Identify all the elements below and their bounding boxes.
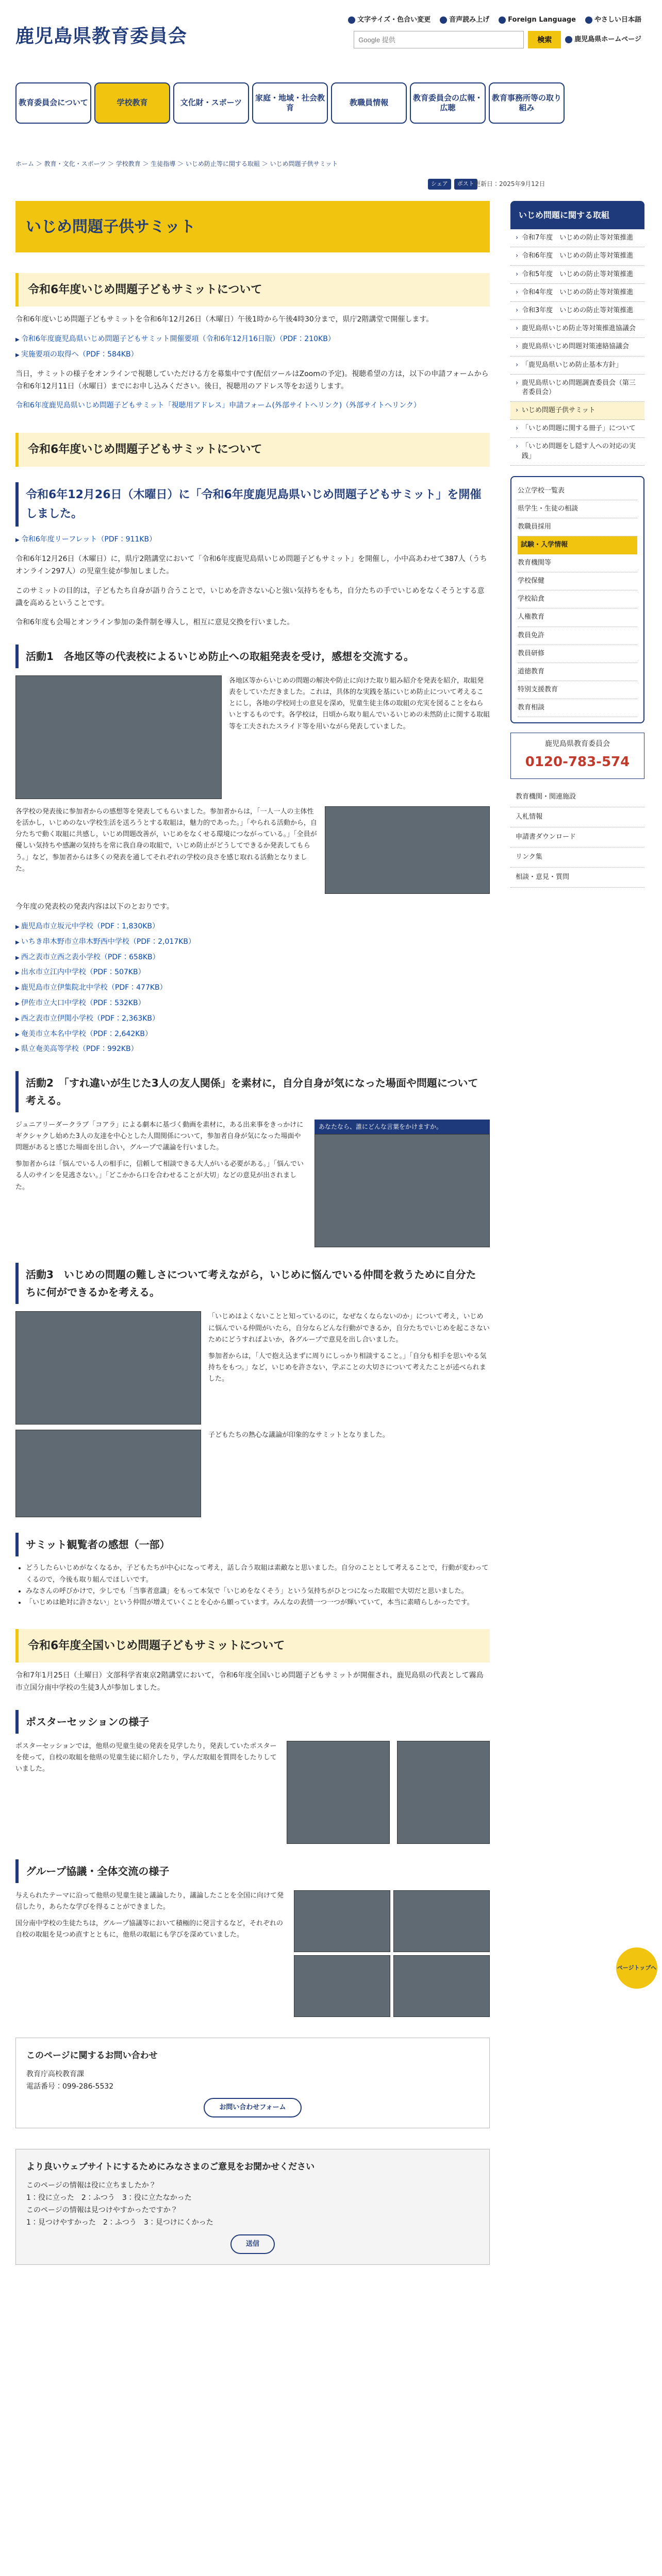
side-link[interactable]: 申請書ダウンロード [510,827,644,848]
site-logo[interactable]: 鹿児島県教育委員会 [15,26,188,47]
paragraph: 令和6年度も会場とオンライン参加の条件制を導入し，相互に意見交換を行いました。 [15,618,294,627]
leaflet-link[interactable]: ▶ 令和6年度リーフレット（PDF：911KB） [15,534,490,546]
sidebar-item[interactable]: › 令和7年度 いじめの防止等対策推進 [510,229,644,247]
paragraph: 当日，サミットの様子をオンラインで視聴していただける方を募集中です(配信ツールはZoomの予定)。視聴希望の方は，以下の申請フォームから令和6年12月11日（水曜日）までにお申し込みください。後日，視聴用のアドレス等をお送りします。 [15,369,489,391]
share-x-button[interactable]: ポスト [454,179,477,190]
section-heading: 令和6年度いじめ問題子どもサミットについて [15,273,490,307]
search-input[interactable] [354,31,524,48]
sidebar-item-current[interactable]: › いじめ問題子供サミット [510,402,644,420]
quick-link[interactable]: 公立学校一覧表 [518,482,637,500]
activity2-photo [315,1134,490,1247]
paragraph: 「いじめはよくないことと知っているのに，なぜなくならないのか」について考え，いじめに悩んでいる仲間がいたら，自分ならどんな行動ができるか，自分たちでいじめを起こさないためにどうすればよいか，各グループで意見を出し合いました。 [208,1313,490,1344]
breadcrumb[interactable]: ホーム ＞ 教育・文化・スポーツ ＞ 学校教育 ＞ 生徒指導 ＞ いじめ防止等に関する取組 ＞ いじめ問題子供サミット [15,160,338,167]
hotline-label: 鹿児島県教育委員会 [545,740,610,749]
font-size-link[interactable]: 文字サイズ・色合い変更 [348,14,431,26]
sidebar-item[interactable]: › 令和3年度 いじめの防止等対策推進 [510,302,644,320]
sidebar-item[interactable]: › 令和5年度 いじめの防止等対策推進 [510,266,644,284]
poster-photo-2 [397,1741,490,1844]
school-pdf-link[interactable]: ▶ 伊佐市立大口中学校（PDF：532KB） [15,997,490,1010]
quick-link[interactable]: 人権教育 [518,608,637,626]
nav-staff-info[interactable]: 教職員情報 [331,82,407,124]
activity3-heading: 活動3 いじめの問題の難しさについて考えながら，いじめに悩んでいる仲間を救うために自分たちに何ができるかを考える。 [15,1263,490,1304]
quick-link[interactable]: 県学生・生徒の相談 [518,500,637,518]
sidebar-item[interactable]: › 鹿児島県いじめ問題対策連絡協議会 [510,338,644,356]
quick-link[interactable]: 教職員採用 [518,518,637,536]
updated-date: 更新日：2025年9月12日 [474,180,545,188]
quick-link[interactable]: 特別支援教育 [518,681,637,699]
opinion-item: • みなさんの呼びかけで，少しでも「当事者意識」をもって本気で「いじめをなくそう」という気持ちがひとつになった取組で大切だと思いました。 [26,1586,490,1597]
activity3-photo [15,1311,201,1425]
nav-family-community[interactable]: 家庭・地域・社会教育 [252,82,328,124]
poster-heading: ポスターセッションの様子 [15,1710,490,1734]
pdf-link[interactable]: ▶ 令和6年度鹿児島県いじめ問題子どもサミット開催要項（令和6年12月16日版）（PDF：210KB） [15,333,490,346]
paragraph: 参加者からは，「人で抱え込まずに周りにしっかり相談すること。」「自分も相手を思いやる気持ちをもつ。」など，いじめを許さない，学ぶことの大切さについて考えたことが述べられました。 [208,1352,487,1383]
sidebar-item[interactable]: › 鹿児島県いじめ問題調査委員会（第三者委員会） [510,375,644,402]
quick-link[interactable]: 学校給食 [518,590,637,608]
group-photo [294,1955,390,2017]
hotline-number: 0120-783-574 [525,754,630,770]
section-heading: 令和6年度いじめ問題子どもサミットについて [15,433,490,466]
paragraph: 今年度の発表校の発表内容は以下のとおりです。 [15,903,174,911]
contact-form-button[interactable]: お問い合わせフォーム [204,2098,301,2117]
nav-culture-sports[interactable]: 文化財・スポーツ [173,82,249,124]
side-link[interactable]: 相談・意見・質問 [510,868,644,888]
activity2-heading: 活動2 「すれ違いが生じた3人の友人関係」を素材に，自分自身が気になった場面や問題について考える。 [15,1071,490,1112]
page-top-button[interactable]: ページトップへ [616,1947,657,1989]
easy-japanese-link[interactable]: やさしい日本語 [585,14,641,26]
activity1-photo [15,675,222,799]
opinion-item: • どうしたらいじめがなくなるか，子どもたちが中心になって考え，話し合う取組は素敵なと思いました。自分のこととして考えることで，行動が変わってくるので，今後も取り組んでほしいです。 [26,1563,490,1585]
paragraph: 子どもたちの熱心な議論が印象的なサミットとなりました。 [208,1431,389,1439]
group-photo [393,1955,490,2017]
arrow-icon [565,36,572,43]
sidebar-heading: いじめ問題に関する取組 [510,201,644,229]
paragraph: ポスターセッションでは，他県の児童生徒の発表を見学したり，発表していたポスターを使って，自校の取組を他県の児童生徒に紹介したり，学んだ取組を質問をしたりしていました。 [15,1742,277,1773]
school-pdf-link[interactable]: ▶ 鹿児島市立坂元中学校（PDF：1,830KB） [15,921,490,933]
activity1-photo-2 [325,806,490,894]
school-pdf-link[interactable]: ▶ 県立奄美高等学校（PDF：992KB） [15,1043,490,1056]
paragraph: 令和7年1月25日（土曜日）文部科学省東京2階講堂において，令和6年度全国いじめ問題子どもサミットが開催され，鹿児島県の代表として霧島市立国分南中学校の生徒3人が参加しました。 [15,1671,484,1692]
paragraph: 令和6年12月26日（木曜日）に，県庁2階講堂において「令和6年度鹿児島県いじめ問題子どもサミット」を開催し，小中高あわせて387人（うちオンライン297人）の児童生徒が参加しました。 [15,555,487,575]
paragraph: 各地区等からいじめの問題の解決や防止に向けた取り組み紹介を発表を紹介，取組発表をしていただきました。これは，具体的な実践を基にいじめ防止について考えることにし，各地の学校同士の意見を深め，児童生徒主体の取組の充実を図ることをねらいとするものです。各学校は，日頃から取り組んでいるいじめの未然防止に関する取組等を工夫されたスライド等を用いながら発表していました。 [229,677,490,731]
sidebar-item[interactable]: › 「鹿児島県いじめ防止基本方針」 [510,357,644,375]
page-title: いじめ問題子供サミット [15,201,490,252]
side-link[interactable]: 入札情報 [510,807,644,827]
sidebar-item[interactable]: › 「いじめ問題をし隠す人への対応の実践」 [510,438,644,465]
group-heading: グループ協議・全体交流の様子 [15,1859,490,1883]
sidebar-item[interactable]: › 鹿児島県いじめ防止等対策推進協議会 [510,320,644,338]
utility-bar [311,14,641,48]
school-pdf-list [15,921,490,1056]
lead-heading: 令和6年12月26日（木曜日）に「令和6年度鹿児島県いじめ問題子どもサミット」を開催しました。 [15,482,490,527]
school-pdf-link[interactable]: ▶ 西之表市立西之表小学校（PDF：658KB） [15,952,490,964]
global-nav [15,82,650,124]
foreign-language-link[interactable]: Foreign Language [499,14,576,26]
side-link[interactable]: 教育機関・関連施設 [510,787,644,807]
contact-card [15,2038,490,2129]
paragraph: 各学校の発表後に参加者からの感想等を発表してもらいました。参加者からは，「一人一人の主体性を活かし，いじめのない学校生活を送ろうとする取組は，魅力的であった。」「やられる活動から，自分たちで動く取組に共感し，いじめ問題改善が，いじめをなくせる環境につながっている。」「全員が優しい気持ちや感謝の気持ちを常に我自身の取組で，いじめ防止がどうしてできるか発表してもらう。」など，参加者からは多くの発表を通してそれぞれの学校の良さを感じ取れる活動となりました。 [15,808,317,873]
survey-submit-button[interactable]: 送信 [230,2234,275,2254]
paragraph: 与えられたテーマに沿って他県の児童生徒と議論したり，議論したことを全国に向けて発信したり，あらたな学びを得ることができました。 [15,1891,284,1911]
school-pdf-link[interactable]: ▶ 出水市立江内中学校（PDF：507KB） [15,967,490,979]
survey-card [15,2149,490,2264]
paragraph: 参加者からは「悩んでいる人の相手に，信頼して相談できる大人がいる必要がある。」「悩んでいる人のサインを見逃さない。」「どこかから口を合わせることが大切」などの意見が出されました。 [15,1160,304,1191]
hotline-banner[interactable] [510,733,644,779]
survey-heading: より良いウェブサイトにするためにみなさまのご意見をお聞かせください [26,2162,315,2173]
text-size-icon [348,16,355,24]
nav-offices[interactable]: 教育事務所等の取り組み [489,82,565,124]
speaker-icon [440,16,447,24]
contact-tel: 電話番号：099-286-5532 [26,2082,114,2091]
sidebar-quick-links [510,476,644,723]
search-button[interactable]: 検索 [528,31,561,48]
nav-board[interactable]: 教育委員会について [15,82,91,124]
sidebar-item[interactable]: › 令和4年度 いじめの防止等対策推進 [510,284,644,302]
sidebar-item[interactable]: › 「いじめ問題に関する冊子」について [510,420,644,438]
quick-link[interactable]: 教育機関等 [518,554,637,572]
read-aloud-link[interactable]: 音声読み上げ [440,14,489,26]
quick-link[interactable]: 学校保健 [518,572,637,590]
contact-heading: このページに関するお問い合わせ [26,2050,158,2061]
quick-link[interactable]: 教員研修 [518,645,637,663]
main-content [15,201,490,2265]
contact-dept: 教育庁高校教育課 [26,2070,84,2078]
quick-link[interactable]: 試験・入学情報 [518,536,637,554]
survey-q2-options[interactable]: 1：見つけやすかった 2：ふつう 3：見つけにくかった [26,2218,213,2227]
quick-link[interactable]: 道徳教育 [518,663,637,681]
school-pdf-link[interactable]: ▶ 西之表市立伊関小学校（PDF：2,363KB） [15,1013,490,1025]
sidebar-menu [510,229,644,466]
school-pdf-link[interactable]: ▶ 鹿児島市立伊集院北中学校（PDF：477KB） [15,982,490,994]
pdf-link[interactable]: ▶ 実施要項の取得へ（PDF：584KB） [15,349,490,361]
paragraph: このサミットの目的は，子どもたち自身が語り合うことで，いじめを許さない心と強い気持ちをもち，自分たちの手でいじめをなくそうとする意識を高めるということです。 [15,586,485,607]
school-pdf-link[interactable]: ▶ いちき串木野市立串木野西中学校（PDF：2,017KB） [15,936,490,948]
quick-link[interactable]: 教員免許 [518,627,637,645]
sidebar-item[interactable]: › 令和6年度 いじめの防止等対策推進 [510,247,644,265]
activity1-heading: 活動1 各地区等の代表校によるいじめ防止への取組発表を受け，感想を交流する。 [15,645,490,668]
nav-pr[interactable]: 教育委員会の広報・広聴 [410,82,486,124]
group-photo [294,1890,390,1952]
pref-home-link[interactable]: 鹿児島県ホームページ [565,34,641,45]
nav-school-education[interactable]: 学校教育 [94,82,170,124]
share-buttons [428,179,477,190]
quick-link[interactable]: 教育相談 [518,699,637,717]
opinion-item: • 「いじめは絶対に許さない」という仲間が増えていくことを心から願っています。みんなの表情一つ一つが輝いていて，本当に素晴らしかったです。 [26,1597,490,1608]
survey-q1: このページの情報は役に立ちましたか？ [26,2181,156,2190]
site-header [0,0,662,77]
group-photo [393,1890,490,1952]
survey-q2: このページの情報は見つけやすかったですか？ [26,2206,178,2214]
share-facebook-button[interactable]: シェア [428,179,451,190]
globe-icon [499,16,506,24]
paragraph: 令和6年度いじめ問題子どもサミットを令和6年12月26日（木曜日）午後1時から午後4時30分まで，県庁2階講堂で開催します。 [15,315,434,324]
sidebar [510,201,644,888]
slide-caption: あなたなら、誰にどんな言葉をかけますか。 [315,1120,490,1134]
opinion-heading: サミット観覧者の感想（一部） [15,1533,490,1556]
easy-icon [585,16,592,24]
side-link[interactable]: リンク集 [510,848,644,868]
external-link[interactable]: 令和6年度鹿児島県いじめ問題子どもサミット「視聴用アドレス」申請フォーム(外部サイトへリンク)（外部サイトへリンク） [15,401,421,410]
school-pdf-link[interactable]: ▶ 奄美市立本名中学校（PDF：2,642KB） [15,1028,490,1041]
poster-photo-1 [287,1741,390,1844]
paragraph: 国分南中学校の生徒たちは，グループ協議等において積極的に発言するなど，それぞれの自校の取組を見つめ直すとともに，他県の取組にも学びを深めていました。 [15,1920,283,1939]
activity3-photo-2 [15,1430,201,1517]
paragraph: ジュニアリーダークラブ「コアラ」による劇本に基づく動画を素材に，ある出来事をきっかけにギクシャクし始めた3人の友達を中心とした人間関係について，参加者自身が気になった場面や問題があると感じた場面を出し合い，グループで議論を行いました。 [15,1121,304,1152]
survey-q1-options[interactable]: 1：役に立った 2：ふつう 3：役に立たなかった [26,2194,192,2202]
section-heading: 令和6年度全国いじめ問題子どもサミットについて [15,1629,490,1663]
